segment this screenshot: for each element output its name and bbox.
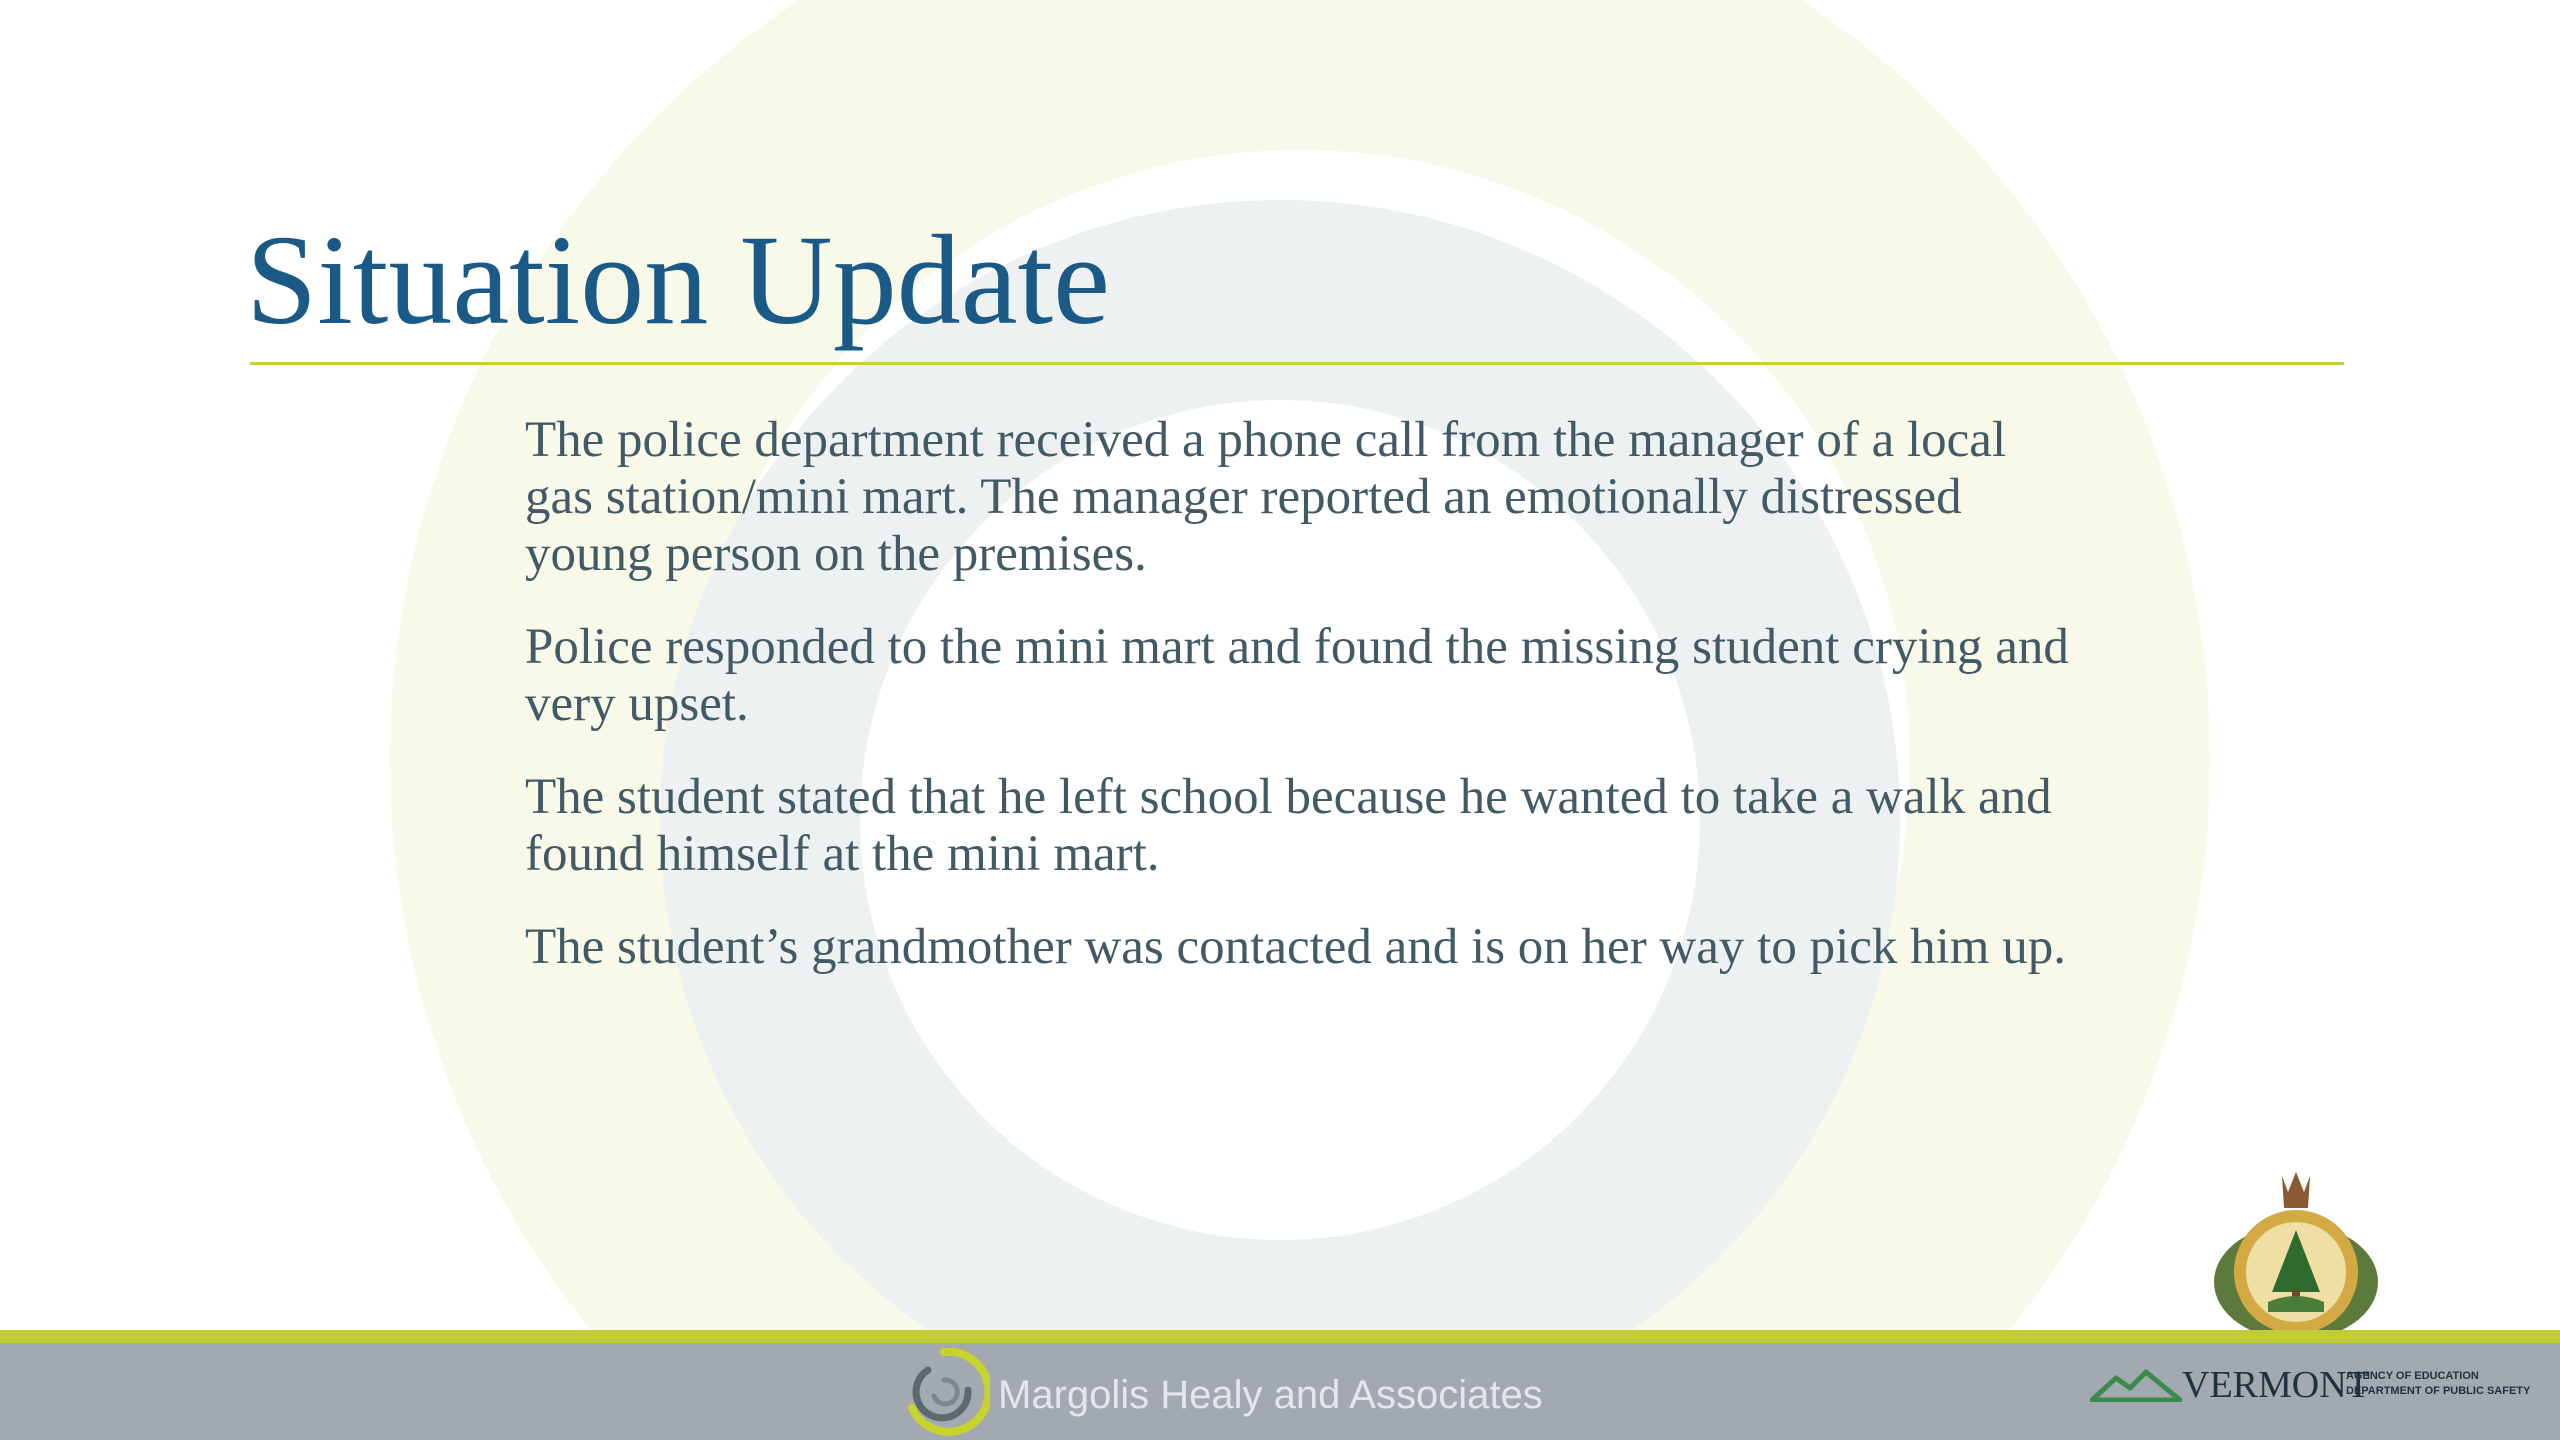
slide-title: Situation Update: [246, 209, 1110, 351]
vermont-agency-lines: [2346, 1369, 2536, 1399]
footer-organization-name: Margolis Healy and Associates: [998, 1373, 1543, 1417]
paragraph-student-statement: The student stated that he left school because he wanted to take a walk and found himself at the mini mart.: [525, 769, 2052, 882]
slide-body: [525, 412, 2085, 1012]
margolis-healy-swirl-icon: [898, 1346, 990, 1438]
vermont-mountain-icon: [2090, 1366, 2182, 1402]
paragraph-police-response: Police responded to the mini mart and found the missing student crying and very upset.: [525, 619, 2069, 732]
title-divider: [250, 362, 2344, 365]
footer-accent-stripe: [0, 1330, 2560, 1343]
paragraph-police-call: The police department received a phone call from the manager of a local gas station/mini mart. The manager reported an emotionally distressed young person on the premises.: [525, 412, 2007, 582]
vermont-seal-icon: [2208, 1162, 2384, 1350]
agency-public-safety-label: DEPARTMENT OF PUBLIC SAFETY: [2346, 1385, 2531, 1397]
agency-education-label: AGENCY OF EDUCATION: [2346, 1370, 2479, 1382]
vermont-wordmark: VERMONT: [2182, 1364, 2370, 1406]
paragraph-grandmother: The student’s grandmother was contacted and is on her way to pick him up.: [525, 919, 2066, 975]
